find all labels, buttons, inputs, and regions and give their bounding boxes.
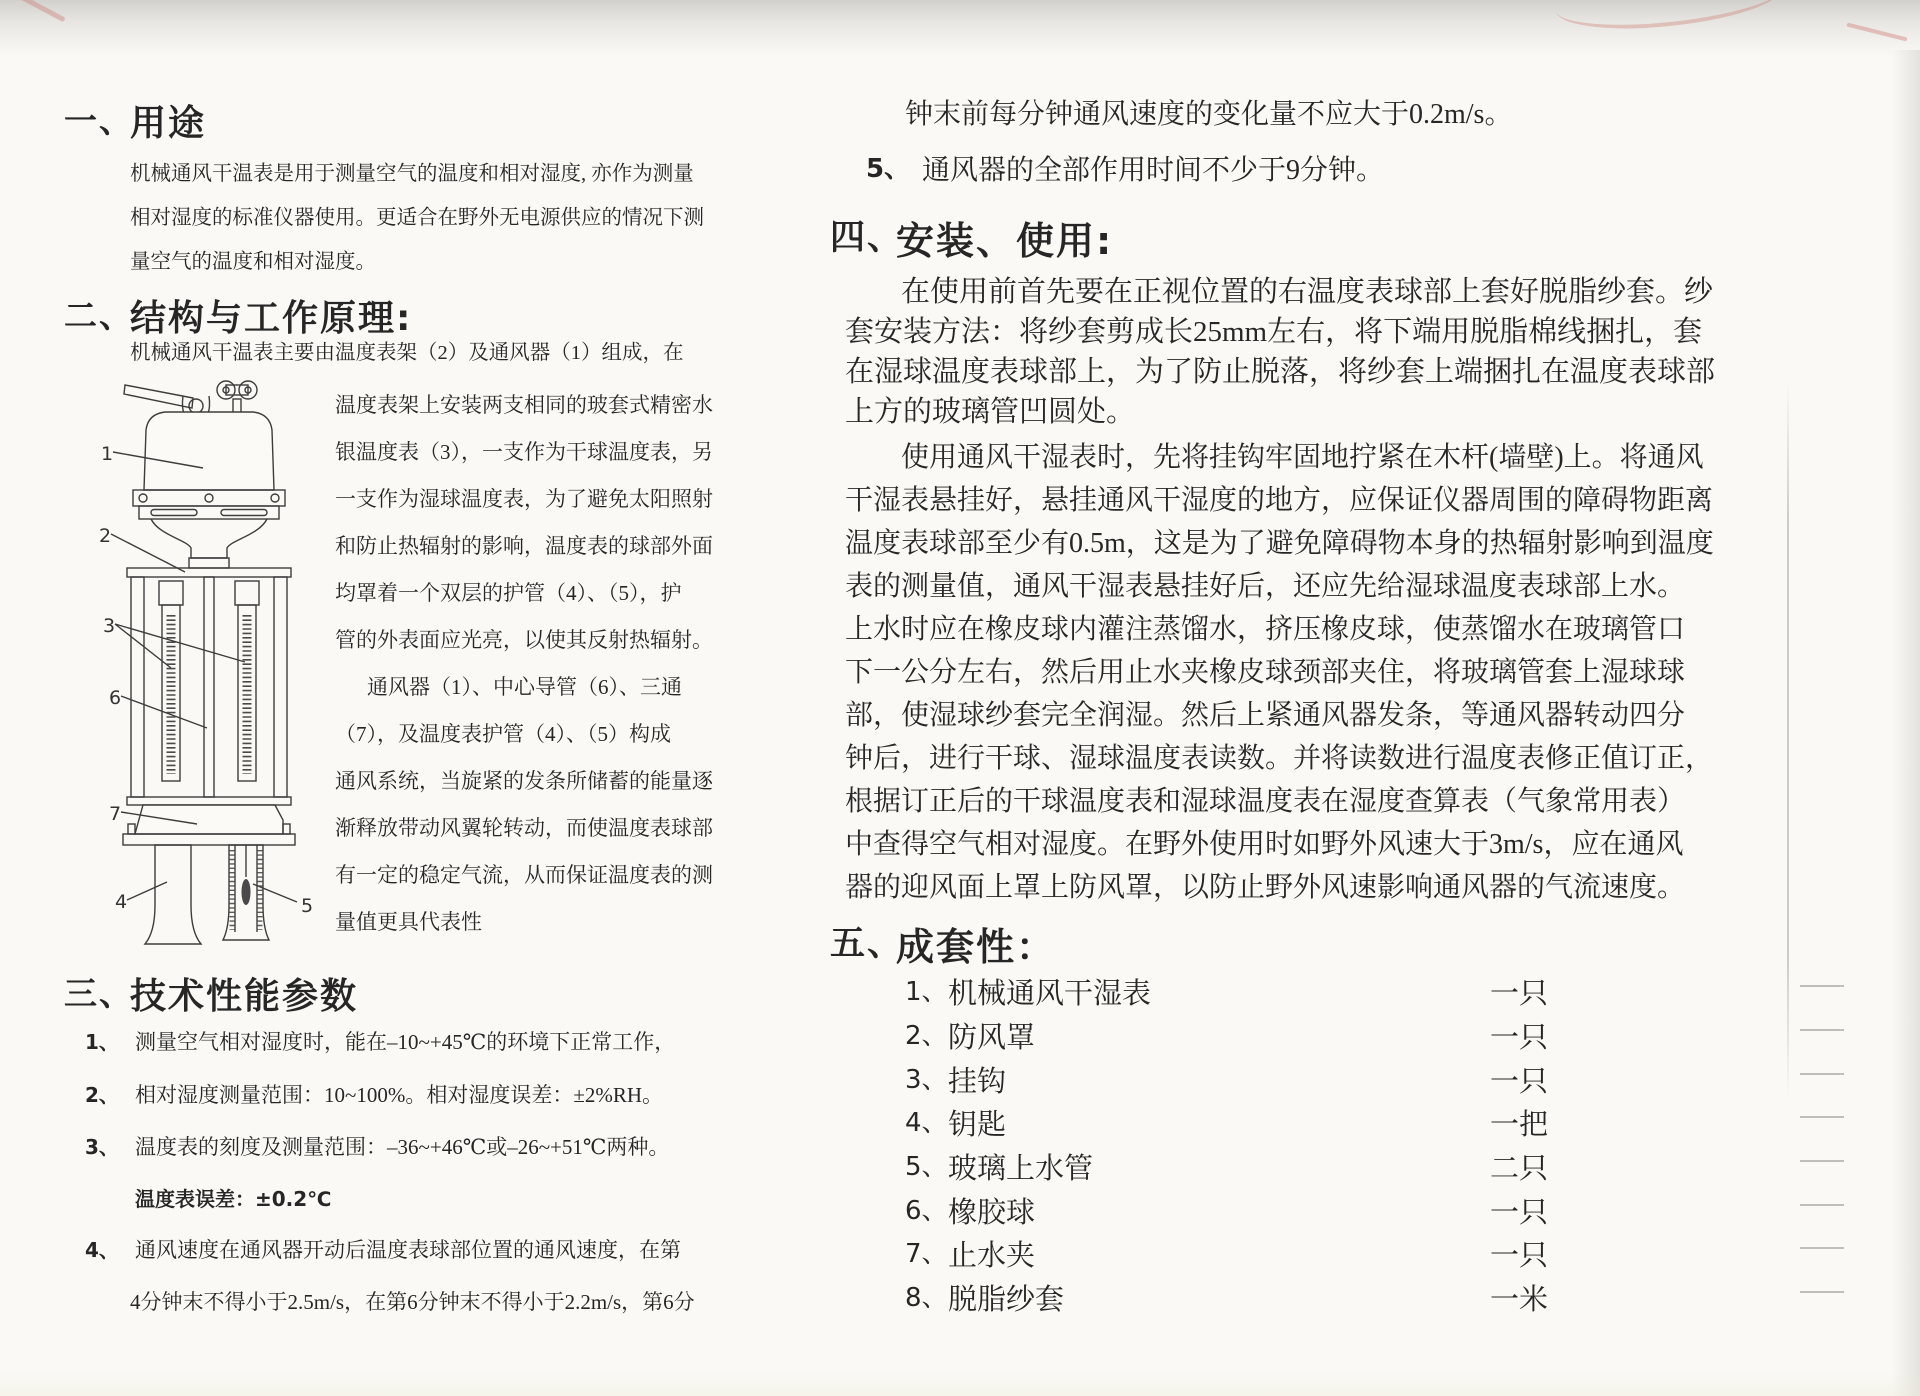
paragraph-line: 有一定的稳定气流，从而保证温度表的测 <box>335 863 713 887</box>
diagram-label-4: 4 <box>115 891 128 913</box>
paragraph-line: 器的迎风面上罩上防风罩，以防止野外风速影响通风器的气流速度。 <box>845 872 1686 903</box>
paragraph-line: 均罩着一个双层的护管（4）、（5），护 <box>335 581 682 605</box>
section-1-title: 用途 <box>130 103 207 144</box>
thermometer-frame <box>127 568 291 577</box>
ventilator-dome <box>144 412 274 490</box>
section-5-number: 五、 <box>830 924 905 964</box>
paragraph-line: 根据订正后的干球温度表和湿球温度表在湿度查算表（气象常用表） <box>845 786 1686 817</box>
paragraph-line: 在湿球温度表球部上，为了防止脱落，将纱套上端捆扎在温度表球部 <box>845 356 1716 388</box>
paragraph-line: 渐释放带动风翼轮转动，而使温度表球部 <box>335 816 713 840</box>
three-way-junction <box>135 805 283 834</box>
paragraph-line: 和防止热辐射的影响，温度表的球部外面 <box>335 534 713 558</box>
item-text: 通风速度在通风器开动后温度表球部位置的通风速度，在第 <box>135 1238 681 1262</box>
item-name: 机械通风干湿表 <box>948 978 1152 1010</box>
fold-mark <box>1800 1029 1844 1031</box>
item-text: 温度表误差：±0.2℃ <box>135 1187 332 1211</box>
paragraph-line: 一支作为湿球温度表，为了避免太阳照射 <box>335 487 713 511</box>
section-3-number: 三、 <box>64 974 134 1013</box>
item-name: 橡胶球 <box>948 1197 1036 1229</box>
paragraph-line: 下一公分左右，然后用止水夹橡皮球颈部夹住，将玻璃管套上湿球球 <box>845 657 1686 688</box>
section-2-title: 结构与工作原理: <box>130 298 413 339</box>
item-number: 2、 <box>85 1083 119 1107</box>
paragraph-line: 套安装方法：将纱套剪成长25mm左右，将下端用脱脂棉线捆扎，套 <box>845 316 1703 348</box>
fold-mark <box>1800 1116 1844 1118</box>
section-1-number: 一、 <box>64 101 134 140</box>
section-5-title: 成套性： <box>896 925 1057 969</box>
item-quantity: 一只 <box>1490 978 1549 1010</box>
item-name: 止水夹 <box>948 1240 1036 1272</box>
paragraph-line: 温度表球部至少有0.5m，这是为了避免障碍物本身的热辐射影响到温度 <box>845 528 1714 559</box>
paragraph-line: 机械通风干温表是用于测量空气的温度和相对湿度, 亦作为测量 <box>130 163 694 185</box>
paragraph-line: 部，使湿球纱套完全润湿。然后上紧通风器发条，等通风器转动四分 <box>845 700 1686 731</box>
paragraph-line: 通风器（1）、中心导管（6）、三通 <box>367 675 682 699</box>
paragraph-line: 银温度表（3），一支作为干球温度表，另 <box>335 440 713 464</box>
page-fold-crease <box>1787 380 1789 1100</box>
item-text: 通风器的全部作用时间不少于9分钟。 <box>922 155 1385 186</box>
paragraph-line: 通风系统，当旋紧的发条所储蓄的能量逐 <box>335 769 713 793</box>
funnel <box>151 519 267 558</box>
fold-mark <box>1800 1204 1844 1206</box>
paragraph-line: 在使用前首先要在正视位置的右温度表球部上套好脱脂纱套。纱 <box>901 276 1714 308</box>
item-number: 8、 <box>905 1283 948 1313</box>
paragraph-line: 表的测量值，通风干湿表悬挂好后，还应先给湿球温度表球部上水。 <box>845 571 1686 602</box>
section-4-number: 四、 <box>830 218 905 258</box>
item-number: 5、 <box>905 1152 948 1182</box>
item-quantity: 一只 <box>1490 1197 1549 1229</box>
item-number: 5、 <box>866 154 911 184</box>
item-quantity: 一米 <box>1490 1284 1549 1316</box>
paragraph-line: 干湿表悬挂好，悬挂通风干湿度的地方，应保证仪器周围的障碍物距离 <box>845 485 1714 516</box>
diagram-label-7: 7 <box>109 803 122 825</box>
item-text: 相对湿度测量范围：10~100%。相对湿度误差：±2%RH。 <box>135 1083 664 1107</box>
fold-mark <box>1800 1247 1844 1249</box>
diagram-label-1: 1 <box>101 443 114 465</box>
paragraph-line: 量空气的温度和相对湿度。 <box>130 251 376 273</box>
item-number: 7、 <box>905 1239 948 1269</box>
section-3-title: 技术性能参数 <box>130 976 359 1017</box>
paragraph-line: 上水时应在橡皮球内灌注蒸馏水，挤压橡皮球，使蒸馏水在玻璃管口 <box>845 614 1686 645</box>
center-duct <box>204 577 214 797</box>
item-quantity: 一只 <box>1490 1066 1549 1098</box>
fold-mark <box>1800 985 1844 987</box>
item-text: 4分钟末不得小于2.5m/s，在第6分钟末不得小于2.2m/s，第6分 <box>130 1290 695 1314</box>
item-number: 2、 <box>905 1021 948 1051</box>
section-2-number: 二、 <box>64 296 134 335</box>
item-number: 4、 <box>85 1238 119 1262</box>
paragraph-line: 温度表架上安装两支相同的玻套式精密水 <box>335 393 713 417</box>
item-name: 钥匙 <box>948 1109 1007 1141</box>
continued-line: 钟末前每分钟通风速度的变化量不应大于0.2m/s。 <box>905 99 1513 130</box>
section-4-paragraph-2 <box>845 436 1714 909</box>
fold-mark <box>1800 1291 1844 1293</box>
item-number: 1、 <box>905 977 948 1007</box>
item-quantity: 一只 <box>1490 1022 1549 1054</box>
scan-bottom-edge <box>0 1372 1920 1396</box>
diagram-label-5: 5 <box>301 895 314 917</box>
item-number: 4、 <box>905 1108 948 1138</box>
wet-bulb <box>242 879 251 905</box>
item-number: 1、 <box>85 1030 119 1054</box>
section-2-paragraph <box>335 382 713 946</box>
item-number: 3、 <box>85 1135 119 1159</box>
item-name: 脱脂纱套 <box>948 1284 1065 1316</box>
paragraph-line: 上方的玻璃管凹圆处。 <box>845 396 1136 428</box>
item-quantity: 一只 <box>1490 1240 1549 1272</box>
instrument-diagram <box>95 372 325 962</box>
item-text: 温度表的刻度及测量范围：–36~+46℃或–26~+51℃两种。 <box>135 1135 670 1159</box>
item-name: 玻璃上水管 <box>948 1153 1094 1185</box>
section-4-title: 安装、使用: <box>896 219 1114 263</box>
paragraph-line: 量值更具代表性 <box>335 910 482 934</box>
item-quantity: 二只 <box>1490 1153 1549 1185</box>
section-1-paragraph <box>130 152 704 284</box>
paragraph-line: 钟后，进行干球、湿球温度表读数。并将读数进行温度表修正值订正， <box>845 743 1714 774</box>
section-4-paragraph-1 <box>845 272 1715 432</box>
fold-mark <box>1800 1160 1844 1162</box>
item-name: 挂钩 <box>948 1066 1007 1098</box>
item-number: 6、 <box>905 1196 948 1226</box>
paragraph-line: 使用通风干湿表时，先将挂钩牢固地拧紧在木杆(墙壁)上。将通风 <box>901 442 1704 473</box>
item-number: 3、 <box>905 1065 948 1095</box>
diagram-label-2: 2 <box>99 525 112 547</box>
diagram-label-6: 6 <box>109 687 122 709</box>
scan-right-edge <box>1892 50 1920 1396</box>
protection-tube <box>145 845 201 944</box>
paragraph-line: 管的外表面应光亮，以使其反射热辐射。 <box>335 628 713 652</box>
item-quantity: 一把 <box>1490 1109 1549 1141</box>
item-name: 防风罩 <box>948 1022 1036 1054</box>
paragraph-line: （7），及温度表护管（4）、（5）构成 <box>335 722 671 746</box>
cutaway-tube <box>223 845 269 940</box>
item-text: 测量空气相对湿度时，能在–10~+45℃的环境下正常工作， <box>135 1030 676 1054</box>
section-2-first-line: 机械通风干温表主要由温度表架（2）及通风器（1）组成，在 <box>130 342 684 364</box>
paragraph-line: 相对湿度的标准仪器使用。更适合在野外无电源供应的情况下测 <box>130 207 704 229</box>
diagram-label-3: 3 <box>103 615 116 637</box>
paragraph-line: 中查得空气相对湿度。在野外使用时如野外风速大于3m/s，应在通风 <box>845 829 1684 860</box>
fold-mark <box>1800 1073 1844 1075</box>
